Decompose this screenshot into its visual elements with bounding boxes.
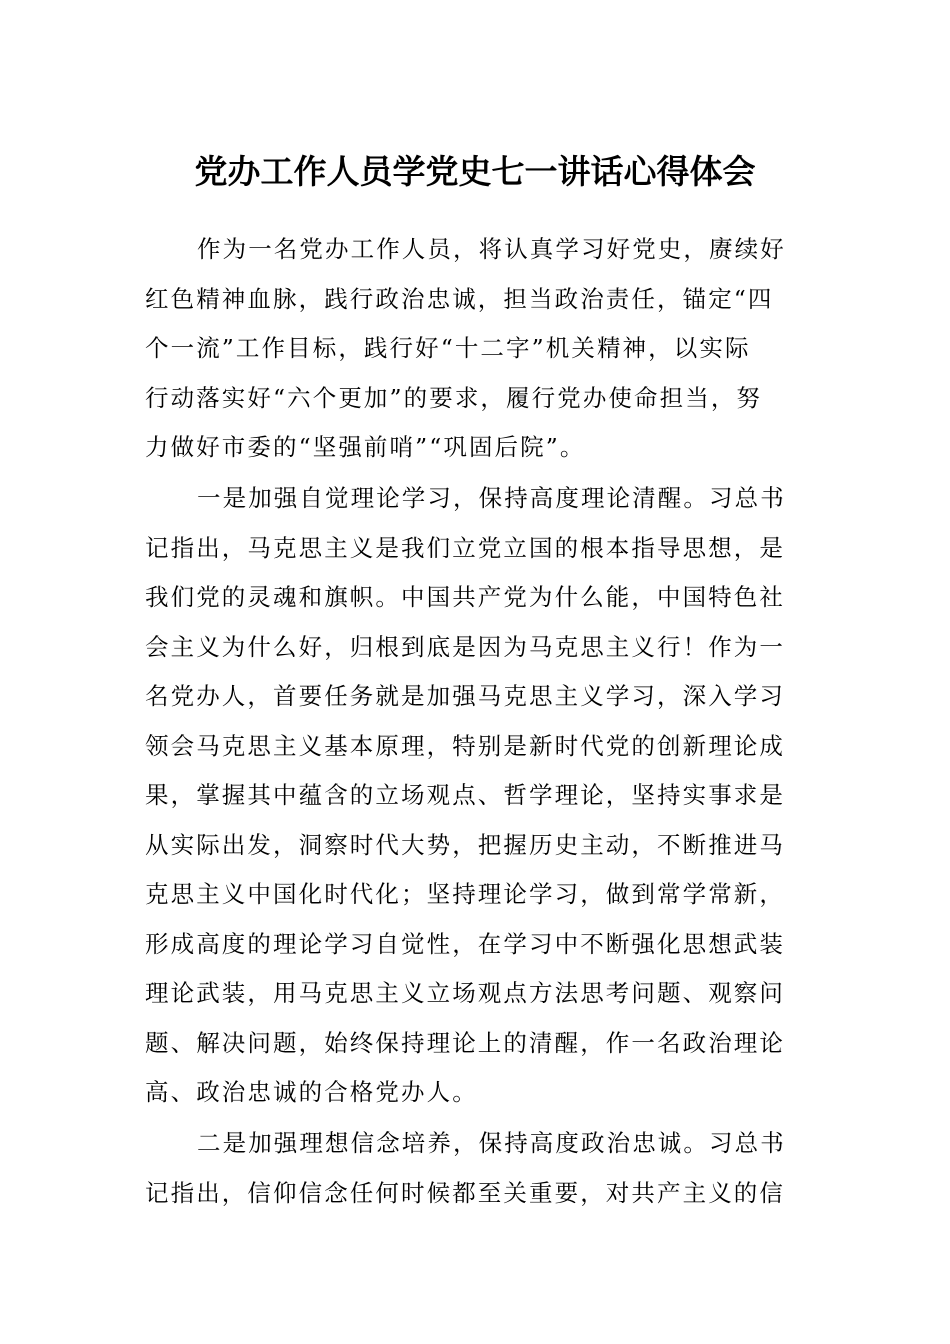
- paragraph-line: 红色精神血脉，践行政治忠诚，担当政治责任，锚定“四: [145, 284, 774, 313]
- paragraph-line: 高、政治忠诚的合格党办人。: [145, 1078, 478, 1106]
- paragraph-line: 果，掌握其中蕴含的立场观点、哲学理论，坚持实事求是: [145, 781, 785, 809]
- paragraph-line: 记指出，马克思主义是我们立党立国的根本指导思想，是: [145, 533, 785, 562]
- paragraph-line: 二是加强理想信念培养，保持高度政治忠诚。习总书: [197, 1129, 786, 1157]
- paragraph-point-one: [145, 474, 807, 1118]
- paragraph-line: 行动落实好“六个更加”的要求，履行党办使命担当，努: [145, 383, 763, 412]
- paragraph-line: 记指出，信仰信念任何时候都至关重要，对共产主义的信: [145, 1178, 785, 1207]
- document-title: 党办工作人员学党史七一讲话心得体会: [194, 152, 756, 191]
- paragraph-line: 克思主义中国化时代化；坚持理论学习，做到常学常新，: [145, 880, 785, 908]
- paragraph-point-two: [145, 1119, 807, 1218]
- paragraph-line: 理论武装，用马克思主义立场观点方法思考问题、观察问: [145, 979, 785, 1007]
- paragraph-line: 个一流”工作目标，践行好“十二字”机关精神，以实际: [145, 334, 751, 362]
- paragraph-line: 作为一名党办工作人员，将认真学习好党史，赓续好: [197, 235, 786, 263]
- paragraph-line: 领会马克思主义基本原理，特别是新时代党的创新理论成: [145, 731, 785, 760]
- paragraph-line: 形成高度的理论学习自觉性，在学习中不断强化思想武装: [145, 929, 785, 958]
- paragraph-line: 会主义为什么好，归根到底是因为马克思主义行！作为一: [145, 632, 785, 661]
- paragraph-intro: [145, 225, 807, 473]
- paragraph-line: 一是加强自觉理论学习，保持高度理论清醒。习总书: [197, 484, 786, 512]
- paragraph-line: 我们党的灵魂和旗帜。中国共产党为什么能，中国特色社: [145, 583, 785, 611]
- paragraph-line: 力做好市委的“坚强前哨”“巩固后院”。: [145, 433, 586, 461]
- paragraph-line: 名党办人，首要任务就是加强马克思主义学习，深入学习: [145, 682, 785, 710]
- paragraph-line: 从实际出发，洞察时代大势，把握历史主动，不断推进马: [145, 830, 785, 859]
- paragraph-line: 题、解决问题，始终保持理论上的清醒，作一名政治理论: [145, 1028, 785, 1057]
